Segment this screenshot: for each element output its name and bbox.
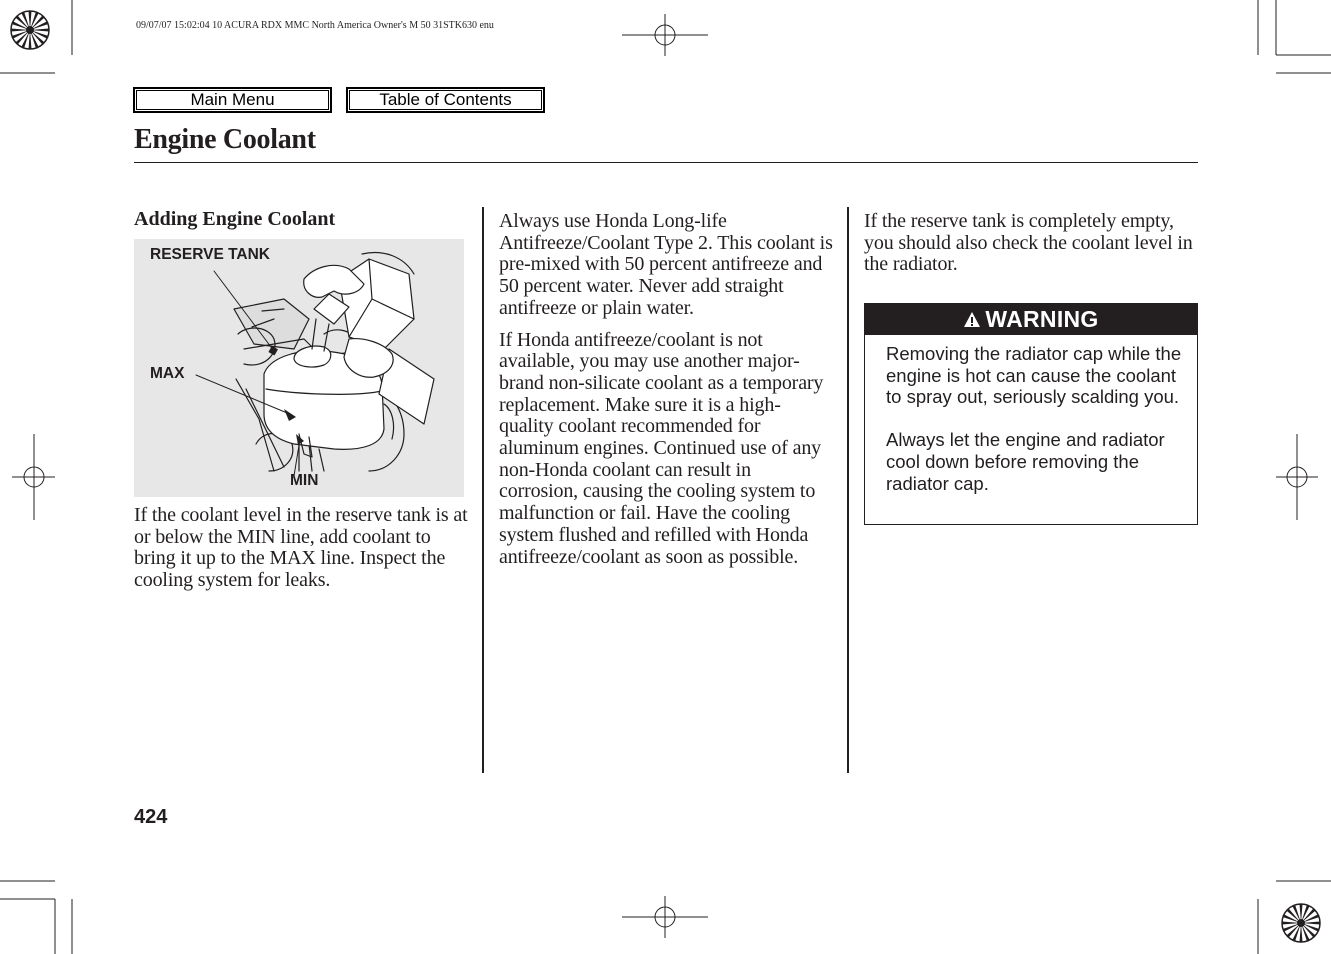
reserve-tank-label: RESERVE TANK	[150, 246, 271, 263]
warning-box	[864, 303, 1198, 525]
main-menu-button[interactable]: Main Menu	[133, 87, 332, 113]
column-divider	[847, 207, 849, 773]
title-rule	[134, 162, 1198, 163]
warning-title: WARNING	[985, 306, 1099, 332]
min-label: MIN	[290, 472, 319, 489]
max-label: MAX	[150, 365, 185, 382]
warning-text-radiator-cap: Removing the radiator cap while the engine is hot can cause the coolant to spray out, seriously scalding you.	[886, 343, 1182, 408]
warning-header	[865, 304, 1197, 335]
substitute-coolant-paragraph: If Honda antifreeze/coolant is not available, you may use another major-brand non-silicate coolant as a temporary replacement. Make sure it is a high-quality coolant recommended for aluminum engines. Continued use of any non-Honda coolant can result in corrosion, causing the cooling system to malfunction or fail. Have the cooling system flushed and refilled with Honda antifreeze/coolant as soon as possible.	[499, 328, 824, 568]
column-divider	[482, 207, 484, 773]
coolant-level-paragraph: If the coolant level in the reserve tank is at or below the MIN line, add coolant to bring it up to the MAX line. Inspect the cooling system for leaks.	[134, 504, 468, 592]
page-title: Engine Coolant	[134, 124, 316, 155]
print-metadata: 09/07/07 15:02:04 10 ACURA RDX MMC North America Owner's M 50 31STK630 enu	[136, 20, 494, 31]
table-of-contents-button[interactable]: Table of Contents	[346, 87, 545, 113]
section-heading: Adding Engine Coolant	[134, 208, 336, 230]
warning-text-cool-down: Always let the engine and radiator cool down before removing the radiator cap.	[886, 429, 1165, 494]
antifreeze-type-paragraph: Always use Honda Long-life Antifreeze/Coolant Type 2. This coolant is pre-mixed with 50 percent antifreeze and 50 percent water. Never add straight antifreeze or plain water.	[499, 210, 833, 319]
coolant-reserve-tank-illustration	[134, 239, 464, 497]
warning-triangle-icon	[963, 311, 981, 328]
radiator-check-paragraph: If the reserve tank is completely empty, you should also check the coolant level in the radiator.	[864, 210, 1193, 276]
page-number: 424	[134, 806, 168, 828]
